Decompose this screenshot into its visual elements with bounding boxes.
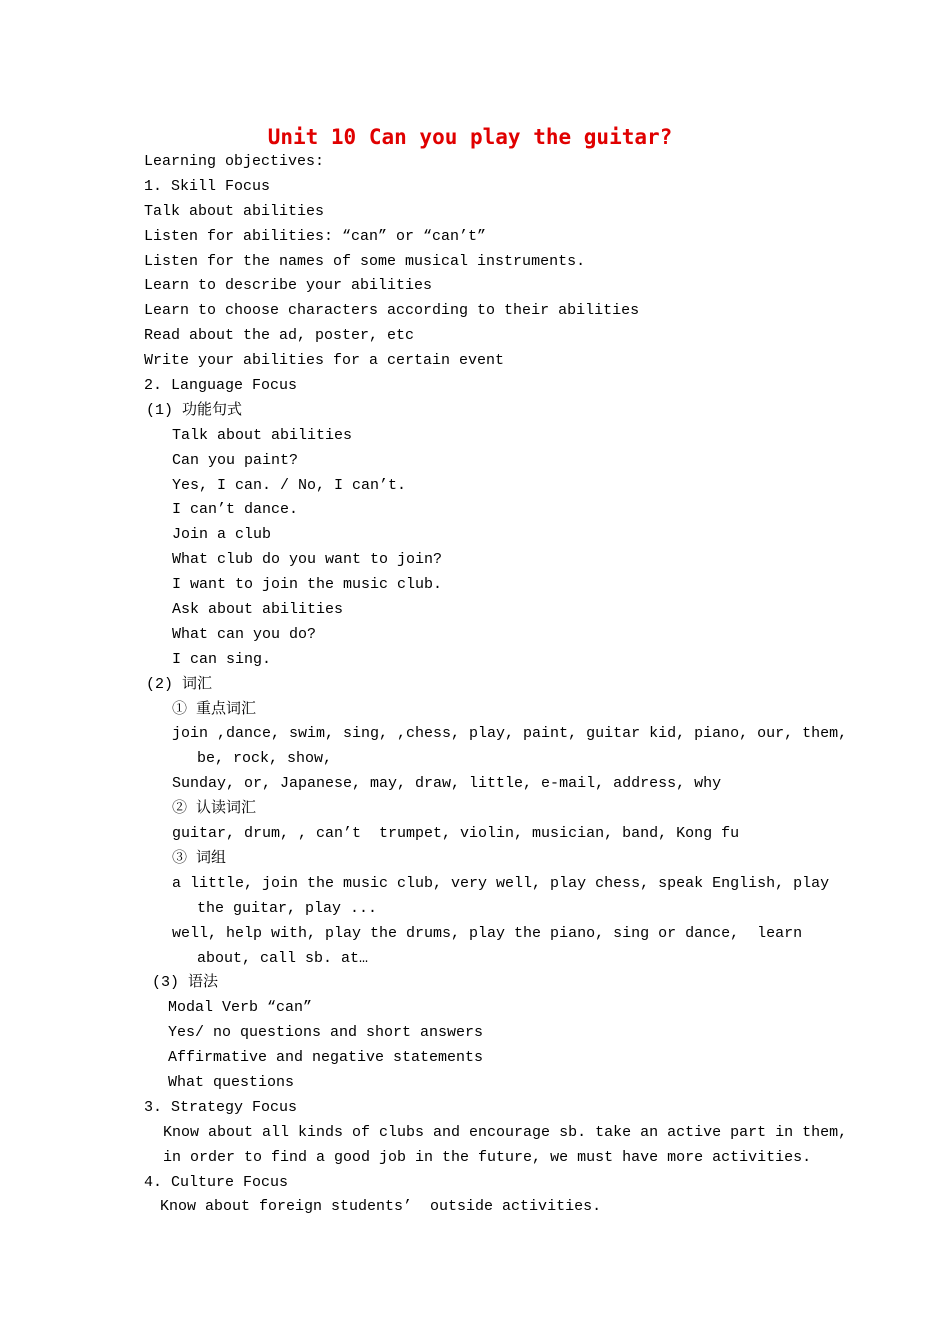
text-line: in order to find a good job in the future, we must have more activities.	[163, 1148, 812, 1166]
learning-objectives-heading: Learning objectives:	[144, 153, 325, 170]
section-heading-language-focus: 2. Language Focus	[144, 377, 298, 395]
text-line: Read about the ad, poster, etc	[144, 327, 415, 345]
vocab-group-heading: ② 认读词汇	[172, 800, 257, 818]
text-line: I can’t dance.	[172, 501, 299, 519]
text-line: Know about foreign students’ outside activities.	[160, 1198, 602, 1216]
text-line: Listen for abilities: “can” or “can’t”	[144, 227, 487, 245]
text-line: well, help with, play the drums, play the piano, sing or dance, learn	[172, 924, 803, 942]
text-line: Can you paint?	[172, 451, 299, 469]
text-line: Modal Verb “can”	[168, 999, 313, 1017]
section-heading-culture-focus: 4. Culture Focus	[144, 1173, 289, 1191]
vocab-group-heading: ① 重点词汇	[172, 700, 257, 718]
subsection-heading-grammar: (3) 语法	[152, 974, 219, 992]
subsection-heading-vocabulary: (2) 词汇	[146, 675, 213, 693]
text-line: be, rock, show,	[197, 750, 333, 768]
text-line: join ,dance, swim, sing, ,chess, play, paint, guitar kid, piano, our, them,	[172, 725, 848, 743]
text-line: Yes, I can. / No, I can’t.	[172, 476, 407, 494]
text-line: a little, join the music club, very well, play chess, speak English, play	[172, 874, 830, 892]
text-line: Affirmative and negative statements	[168, 1049, 484, 1067]
text-line: Learn to describe your abilities	[144, 277, 433, 295]
text-line: What can you do?	[172, 625, 317, 643]
text-line: the guitar, play ...	[197, 899, 378, 917]
vocab-group-heading: ③ 词组	[172, 849, 227, 867]
document-title: Unit 10 Can you play the guitar?	[267, 125, 673, 149]
text-line: guitar, drum, , can’t trumpet, violin, musician, band, Kong fu	[172, 825, 740, 843]
text-line: about, call sb. at…	[197, 949, 369, 967]
text-line: Learn to choose characters according to their abilities	[144, 302, 640, 320]
text-line: I can sing.	[172, 650, 272, 668]
text-line: I want to join the music club.	[172, 576, 443, 594]
text-line: Write your abilities for a certain event	[144, 352, 505, 370]
document-body	[0, 150, 950, 1220]
section-heading-strategy-focus: 3. Strategy Focus	[144, 1098, 298, 1116]
text-line: Talk about abilities	[144, 202, 325, 220]
text-line: Listen for the names of some musical instruments.	[144, 252, 586, 270]
text-line: Sunday, or, Japanese, may, draw, little, e-mail, address, why	[172, 775, 722, 793]
subsection-heading-functions: (1) 功能句式	[146, 401, 243, 419]
text-line: What questions	[168, 1073, 295, 1091]
text-line: Yes/ no questions and short answers	[168, 1024, 484, 1042]
text-line: Join a club	[172, 526, 272, 544]
text-line: What club do you want to join?	[172, 551, 443, 569]
text-line: Know about all kinds of clubs and encourage sb. take an active part in them,	[163, 1123, 848, 1141]
text-line: Ask about abilities	[172, 601, 344, 619]
section-heading-skill-focus: 1. Skill Focus	[144, 177, 271, 195]
text-line: Talk about abilities	[172, 426, 353, 444]
